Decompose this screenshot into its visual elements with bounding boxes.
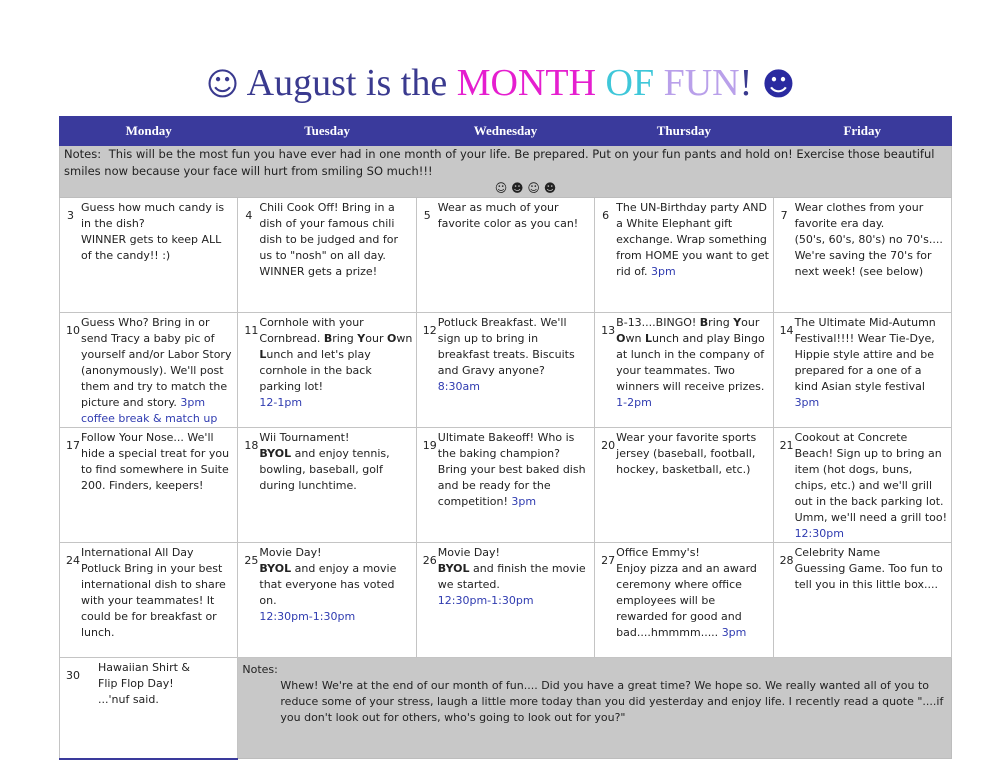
- event-text: [616, 200, 769, 280]
- day-cell: [773, 198, 951, 313]
- byol-bold: BYOL: [437, 562, 470, 575]
- day-cell: [416, 428, 594, 543]
- day-cell: [416, 198, 594, 313]
- event-text: [81, 315, 234, 427]
- day-number: 25: [244, 554, 259, 567]
- event-text: [81, 430, 234, 494]
- day-number: 13: [601, 324, 616, 337]
- event-text: [259, 315, 412, 411]
- title-exclaim: !: [739, 62, 753, 104]
- day-cell: [60, 428, 238, 543]
- event-description: Office Emmy's! Enjoy pizza and an award ceremony where office employees will be rewarded for good and bad....hmmmm.....: [616, 546, 757, 639]
- day-cell: [60, 313, 238, 428]
- day-cell: [60, 658, 238, 759]
- event-description: Hawaiian Shirt & Flip Flop Day! ...'nuf said.: [98, 661, 190, 706]
- event-text: [438, 545, 591, 609]
- event-description: and enjoy tennis, bowling, baseball, golf during lunchtime.: [259, 447, 390, 492]
- week-row-3: [60, 428, 952, 543]
- page-title: [0, 55, 1001, 112]
- calendar-table: [59, 116, 952, 760]
- day-number: 14: [779, 324, 794, 337]
- event-fragment: ring: [332, 332, 358, 345]
- smiley-face-icon: ☺: [205, 65, 240, 103]
- day-cell: [238, 428, 416, 543]
- event-description: unch and let's play cornhole in the back parking lot!: [259, 348, 372, 393]
- event-text: [438, 430, 591, 510]
- closing-notes-cell: [238, 658, 952, 759]
- event-text: [259, 545, 412, 625]
- event-time: 12:30pm: [794, 527, 844, 540]
- bold-letter: O: [616, 332, 626, 345]
- event-text: [795, 315, 948, 411]
- event-fragment: wn: [396, 332, 413, 345]
- title-month: MONTH: [456, 62, 597, 104]
- black-smiley-face-icon: ☻: [761, 65, 796, 103]
- day-number: 4: [245, 209, 253, 222]
- event-time: 3pm: [651, 265, 676, 278]
- event-text: [259, 430, 412, 494]
- day-number: 5: [423, 209, 431, 222]
- day-cell: [595, 428, 773, 543]
- event-time: 12:30pm-1:30pm: [259, 610, 356, 623]
- event-text: [438, 315, 591, 395]
- event-description: and enjoy a movie that everyone has voted on.: [259, 562, 397, 607]
- day-number: 12: [422, 324, 437, 337]
- top-notes-cell: [60, 146, 952, 198]
- event-description: Guess how much candy is in the dish? WINNER gets to keep ALL of the candy!! :): [81, 201, 225, 262]
- event-text: [616, 315, 769, 411]
- bold-letter: L: [259, 348, 267, 361]
- day-number: 11: [244, 324, 259, 337]
- closing-notes-text: Whew! We're at the end of our month of fun.... Did you have a great time? We hope so. We really wanted all of you to reduce some of your stress, laugh a little more today than you did yesterday and enjoy life. I recently read a quote "....if you don't look out for others, who's going to look out for you?": [280, 679, 944, 724]
- byol-bold: BYOL: [259, 562, 292, 575]
- closing-notes-label: Notes:: [242, 663, 278, 676]
- day-header-wednesday: Wednesday: [416, 117, 594, 146]
- event-intro: B-13....BINGO!: [616, 316, 700, 329]
- event-text: [795, 545, 948, 593]
- event-intro: Cornhole with your Cornbread.: [259, 316, 364, 345]
- weekday-header-row: [60, 117, 952, 146]
- title-text: August is the: [246, 62, 448, 104]
- day-cell: [773, 313, 951, 428]
- bold-letter: B: [323, 332, 333, 345]
- event-text: [81, 545, 234, 641]
- event-time: 3pm: [794, 396, 820, 409]
- event-intro: Wii Tournament!: [259, 431, 350, 444]
- event-text: [259, 200, 412, 280]
- bold-letter: O: [386, 332, 397, 345]
- event-text: [81, 200, 234, 264]
- day-cell: [416, 313, 594, 428]
- event-time: 1-2pm: [616, 396, 652, 409]
- day-number: 19: [422, 439, 437, 452]
- day-number: 6: [602, 209, 610, 222]
- event-text: [616, 545, 769, 641]
- day-cell: [773, 543, 951, 658]
- event-intro: Movie Day!: [259, 546, 322, 559]
- event-description: Wear your favorite sports jersey (baseball, football, hockey, basketball, etc.): [616, 431, 757, 476]
- day-header-thursday: Thursday: [595, 117, 773, 146]
- bold-letter: L: [645, 332, 653, 345]
- day-cell: [773, 428, 951, 543]
- event-description: Celebrity Name Guessing Game. Too fun to tell you in this little box....: [794, 546, 943, 591]
- event-time: 12:30pm-1:30pm: [437, 594, 534, 607]
- event-fragment: our: [365, 332, 387, 345]
- event-description: The UN-Birthday party AND a White Elephant gift exchange. Wrap something from HOME you want to get rid of.: [616, 201, 769, 278]
- day-number: 7: [780, 209, 788, 222]
- event-fragment: wn: [625, 332, 645, 345]
- bold-letter: B: [699, 316, 709, 329]
- day-header-friday: Friday: [773, 117, 951, 146]
- day-header-monday: Monday: [60, 117, 238, 146]
- day-number: 17: [66, 439, 80, 452]
- byol-bold: BYOL: [259, 447, 292, 460]
- event-text: [438, 200, 591, 232]
- top-notes-row: [60, 146, 952, 198]
- day-number: 21: [779, 439, 794, 452]
- event-time: 3pm: [721, 626, 747, 639]
- event-description: Ultimate Bakeoff! Who is the baking champion? Bring your best baked dish and be ready for the competition!: [437, 431, 586, 508]
- event-description: International All Day Potluck Bring in your best international dish to share with your teammates! It could be for breakfast or lunch.: [81, 546, 226, 639]
- event-intro: Movie Day!: [437, 546, 500, 559]
- day-cell: [416, 543, 594, 658]
- event-description: and finish the movie we started.: [437, 562, 586, 591]
- event-description: unch and play Bingo at lunch in the company of your teammates. Two winners will receive prizes.: [616, 332, 765, 393]
- title-fun: FUN: [663, 62, 740, 104]
- day-number: 30: [66, 669, 80, 682]
- event-text: [795, 430, 948, 542]
- day-number: 28: [779, 554, 794, 567]
- event-description: Potluck Breakfast. We'll sign up to bring in breakfast treats. Biscuits and Gravy anyone?: [437, 316, 575, 377]
- event-text: [616, 430, 769, 478]
- event-description: Follow Your Nose... We'll hide a special treat for you to find somewhere in Suite 200. Finders, keepers!: [81, 431, 230, 492]
- day-number: 24: [66, 554, 80, 567]
- event-description: Chili Cook Off! Bring in a dish of your famous chili dish to be judged and for us to "nosh" on all day. WINNER gets a prize!: [259, 201, 398, 278]
- day-number: 20: [601, 439, 616, 452]
- event-description: Guess Who? Bring in or send Tracy a baby pic of yourself and/or Labor Story (anonymously). We'll post them and try to match the picture and story.: [81, 316, 232, 409]
- event-fragment: ring: [708, 316, 734, 329]
- week-row-4: [60, 543, 952, 658]
- event-time: 3pm: [511, 495, 537, 508]
- event-fragment: our: [741, 316, 760, 329]
- week-row-1: [60, 198, 952, 313]
- top-notes-label: Notes:: [64, 147, 102, 161]
- event-time: 8:30am: [437, 380, 480, 393]
- day-cell: [595, 198, 773, 313]
- bold-letter: Y: [357, 332, 366, 345]
- day-cell: [60, 198, 238, 313]
- bold-letter: Y: [733, 316, 742, 329]
- day-number: 26: [422, 554, 437, 567]
- week-row-2: [60, 313, 952, 428]
- week-row-5: [60, 658, 952, 759]
- top-notes-text: This will be the most fun you have ever had in one month of your life. Be prepared. Put on your fun pants and hold on! Exercise those beautiful smiles now because your face will hurt from smiling SO much!!!: [64, 147, 935, 178]
- day-header-tuesday: Tuesday: [238, 117, 416, 146]
- day-cell: [595, 313, 773, 428]
- day-number: 18: [244, 439, 259, 452]
- day-number: 27: [601, 554, 616, 567]
- day-number: 10: [66, 324, 80, 337]
- event-description: Wear as much of your favorite color as you can!: [437, 201, 579, 230]
- event-text: [795, 200, 948, 280]
- smiley-faces-icon: ☺ ☻ ☺ ☻: [494, 181, 557, 195]
- day-number: 3: [67, 209, 74, 222]
- event-text: [64, 660, 233, 708]
- day-cell: [595, 543, 773, 658]
- event-time: 3pm coffee break & match up: [81, 396, 218, 425]
- day-cell: [238, 198, 416, 313]
- day-cell: [60, 543, 238, 658]
- event-description: Wear clothes from your favorite era day. (50's, 60's, 80's) no 70's.... We're saving the 70's for next week! (see below): [794, 201, 943, 278]
- title-of: OF: [605, 62, 655, 104]
- event-time: 12-1pm: [259, 396, 303, 409]
- event-description: The Ultimate Mid-Autumn Festival!!!! Wear Tie-Dye, Hippie style attire and be prepared for a one of a kind Asian style festival: [794, 316, 936, 393]
- day-cell: [238, 543, 416, 658]
- day-cell: [238, 313, 416, 428]
- event-description: Cookout at Concrete Beach! Sign up to bring an item (hot dogs, buns, chips, etc.) and we'll grill out in the back parking lot. Umm, we'll need a grill too!: [794, 431, 948, 524]
